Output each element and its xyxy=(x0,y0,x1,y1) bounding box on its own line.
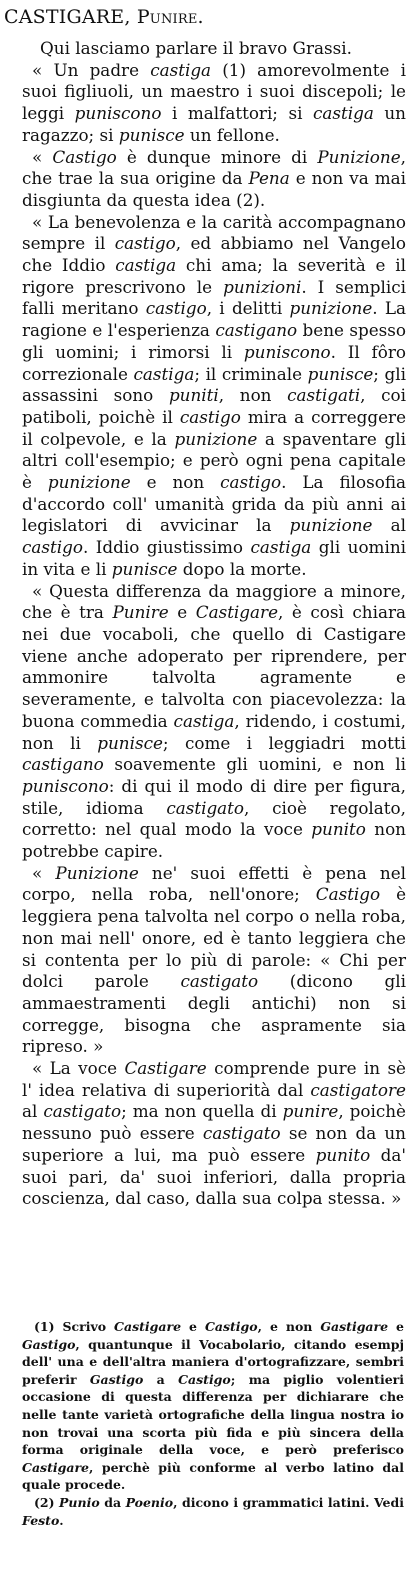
paragraph xyxy=(22,60,406,147)
italic-term: castigo xyxy=(114,233,176,254)
italic-term: Castigare xyxy=(195,602,279,623)
italic-term: castigato xyxy=(166,797,245,818)
italic-term: Pena xyxy=(248,168,290,189)
paragraph xyxy=(22,581,406,863)
text-run: bene spesso gli uomini; i rimorsi li xyxy=(22,320,406,362)
text-run: ; ma non quella di xyxy=(121,1101,283,1122)
text-run: , che trae la sua origine da xyxy=(22,146,406,189)
text-run: ; come i leggiadri motti xyxy=(162,732,406,753)
text-run: da' suoi pari, da' suoi inferiori, dalla propria coscienza, dal caso, dalla sua colpa stessa. » xyxy=(22,1144,406,1209)
text-run: , cioè regolato, corretto: nel qual modo la voce xyxy=(22,797,406,840)
text-run: se non da un superiore a lui, ma può essere xyxy=(22,1123,406,1165)
italic-term: castiga xyxy=(312,103,374,124)
italic-term: castiga xyxy=(133,363,195,384)
text-run: e xyxy=(181,1319,205,1334)
footnotes xyxy=(22,1318,404,1529)
text-run: i malfattori; si xyxy=(161,103,313,124)
text-run: « xyxy=(32,146,53,167)
italic-term: Castigo xyxy=(178,1371,231,1387)
text-run: , coi patiboli, poichè il xyxy=(22,385,406,427)
text-run: da xyxy=(99,1494,126,1510)
paragraph xyxy=(22,1058,406,1210)
italic-term: Punizione xyxy=(55,862,139,883)
text-run: è leggiera pena talvolta nel corpo o nella roba, non mai nell' onore, ed è tanto leggiera che si contenta per lo più di parole: « Chi per dolci parole xyxy=(22,884,406,992)
entry-body xyxy=(22,38,406,1210)
italic-term: puniscono xyxy=(243,341,331,362)
text-run: , ed abbiamo nel Vangelo che Iddio xyxy=(22,233,406,276)
italic-term: castiga xyxy=(250,537,312,558)
italic-term: punizione xyxy=(289,298,373,319)
text-run: ; gli assassini sono xyxy=(22,363,406,406)
footnote-1 xyxy=(22,1318,404,1494)
entry-heading xyxy=(4,6,204,28)
text-run: , quantunque il Vocabolario, citando esempj dell' una e dell'altra maniera d'ortografizzare, sembri preferir xyxy=(22,1336,404,1387)
text-run: , ridendo, i costumi, non li xyxy=(22,710,406,753)
italic-term: castigo xyxy=(220,472,282,493)
italic-term: castigo xyxy=(22,537,83,558)
italic-term: puniti xyxy=(168,385,219,406)
italic-term: punisce xyxy=(111,558,178,579)
paragraph xyxy=(22,212,406,581)
italic-term: puniscono xyxy=(22,775,109,796)
paragraph xyxy=(22,147,406,212)
italic-term: castigano xyxy=(22,754,104,775)
italic-term: punire xyxy=(282,1101,339,1122)
text-run: , perchè più conforme al verbo latino dal quale procede. xyxy=(22,1459,404,1493)
text-run: non potrebbe capire. xyxy=(22,819,406,862)
text-run: al xyxy=(22,1101,44,1122)
text-run: , dicono i grammatici latini. Vedi xyxy=(173,1494,404,1510)
text-run: è dunque minore di xyxy=(116,146,318,167)
text-run: « Questa differenza da maggiore a minore, che è tra xyxy=(22,580,406,623)
italic-term: Castigare xyxy=(22,1459,89,1475)
text-run: e non va mai disgiunta da questa idea (2). xyxy=(22,168,406,210)
text-run: . xyxy=(59,1512,64,1528)
italic-term: punizione xyxy=(289,515,373,536)
intro-paragraph: Qui lasciamo parlare il bravo Grassi. xyxy=(40,38,352,58)
italic-term: Castigare xyxy=(114,1319,182,1334)
italic-term: punizione xyxy=(174,428,258,449)
italic-term: Gastigare xyxy=(320,1319,389,1334)
text-run: « Un padre xyxy=(32,59,151,80)
italic-term: Castigare xyxy=(124,1058,207,1079)
text-run: , e non xyxy=(257,1319,321,1334)
footnote-2 xyxy=(22,1494,404,1529)
text-run: ; il criminale xyxy=(194,363,308,384)
text-run: , poichè nessuno può essere xyxy=(22,1101,406,1144)
text-run: , non xyxy=(218,385,288,406)
text-run: . I semplici falli meritano xyxy=(22,276,406,319)
text-run: . La ragione e l'esperienza xyxy=(22,298,406,341)
text-run: e xyxy=(388,1319,404,1334)
text-run: soavemente gli uomini, e non li xyxy=(103,754,406,775)
italic-term: Punire xyxy=(112,602,169,623)
text-run: comprende pure in sè l' idea relativa di superiorità dal xyxy=(22,1058,406,1100)
italic-term: castigatore xyxy=(310,1079,406,1100)
italic-term: castiga xyxy=(173,710,235,731)
text-run: (1) Scrivo xyxy=(34,1319,115,1334)
text-run: « La voce xyxy=(32,1058,125,1079)
italic-term: Poenio xyxy=(125,1494,174,1510)
italic-term: Punio xyxy=(59,1494,100,1510)
text-run: , è così chiara nei due vocaboli, che quello di Castigare viene anche adoperato per riprendere, per ammonire talvolta agramente e severamente, e talvolta con piacevolezza: la buona commedia xyxy=(22,602,406,731)
text-run: gli uomini in vita e li xyxy=(22,537,407,579)
italic-term: castiga xyxy=(150,59,212,80)
paragraph xyxy=(22,863,406,1058)
italic-term: Castigo xyxy=(52,146,117,167)
text-run: . Il fôro correzionale xyxy=(22,341,406,384)
text-run: « xyxy=(32,862,56,883)
text-run: mira a correggere il colpevole, e la xyxy=(22,406,406,449)
text-run: . La filosofia d'accordo coll' umanità grida da più anni ai legislatori di avvicinar la xyxy=(22,472,407,536)
italic-term: punisce xyxy=(307,363,374,384)
text-run: dopo la morte. xyxy=(177,558,307,579)
italic-term: punito xyxy=(315,1144,371,1165)
heading-term: CASTIGARE, xyxy=(4,6,131,28)
italic-term: castigati xyxy=(287,385,361,406)
italic-term: punizione xyxy=(47,472,131,493)
text-run: « La benevolenza e la carità accompagnano sempre il xyxy=(22,211,406,254)
heading-synonym: Punire. xyxy=(136,6,204,28)
text-run: ; ma piglio volentieri occasione di questa differenza per dichiarare che nelle tante varietà ortografiche della lingua nostra io non trovai una scorta più fida e più sincera della forma originale della voce, e però preferisco xyxy=(22,1371,404,1458)
text-run: e non xyxy=(130,472,221,493)
text-run: a xyxy=(143,1371,179,1387)
text-run: un ragazzo; si xyxy=(22,103,406,145)
text-run: (dicono gli ammaestramenti degli antichi) non si corregge, bisogna che aspramente sia ripreso. » xyxy=(22,971,406,1057)
italic-term: Festo xyxy=(22,1512,60,1528)
italic-term: punisce xyxy=(97,732,163,753)
italic-term: Castigo xyxy=(315,884,381,905)
italic-term: castigo xyxy=(179,406,241,427)
italic-term: castigato xyxy=(43,1101,122,1122)
text-run: (1) amorevolmente i suoi figliuoli, un maestro i suoi discepoli; le leggi xyxy=(22,59,406,124)
text-run: . Iddio giustissimo xyxy=(82,537,251,558)
text-run: un fellone. xyxy=(184,124,280,145)
text-run: e xyxy=(168,602,196,623)
italic-term: castiga xyxy=(115,255,177,276)
italic-term: Gastigo xyxy=(22,1336,76,1352)
text-run: (2) xyxy=(34,1494,60,1510)
italic-term: Gastigo xyxy=(89,1371,144,1387)
italic-term: Punizione xyxy=(317,146,401,167)
italic-term: castigato xyxy=(202,1123,281,1144)
italic-term: castigato xyxy=(180,971,259,992)
text-run: ne' suoi effetti è pena nel corpo, nella roba, nell'onore; xyxy=(22,862,406,905)
italic-term: castigano xyxy=(215,320,298,341)
text-run: al xyxy=(372,515,406,536)
italic-term: punizioni xyxy=(223,276,302,297)
text-run: a spaventare gli altri coll'esempio; e però ogni pena capitale è xyxy=(22,428,407,493)
italic-term: castigo xyxy=(145,298,207,319)
text-run: : di qui il modo di dire per figura, stile, idioma xyxy=(22,775,406,818)
text-run: , i delitti xyxy=(206,298,290,319)
italic-term: punito xyxy=(311,819,366,840)
italic-term: puniscono xyxy=(74,103,162,124)
italic-term: Castigo xyxy=(204,1319,258,1334)
italic-term: punisce xyxy=(118,124,185,145)
text-run: chi ama; la severità e il rigore prescrivono le xyxy=(22,255,406,297)
